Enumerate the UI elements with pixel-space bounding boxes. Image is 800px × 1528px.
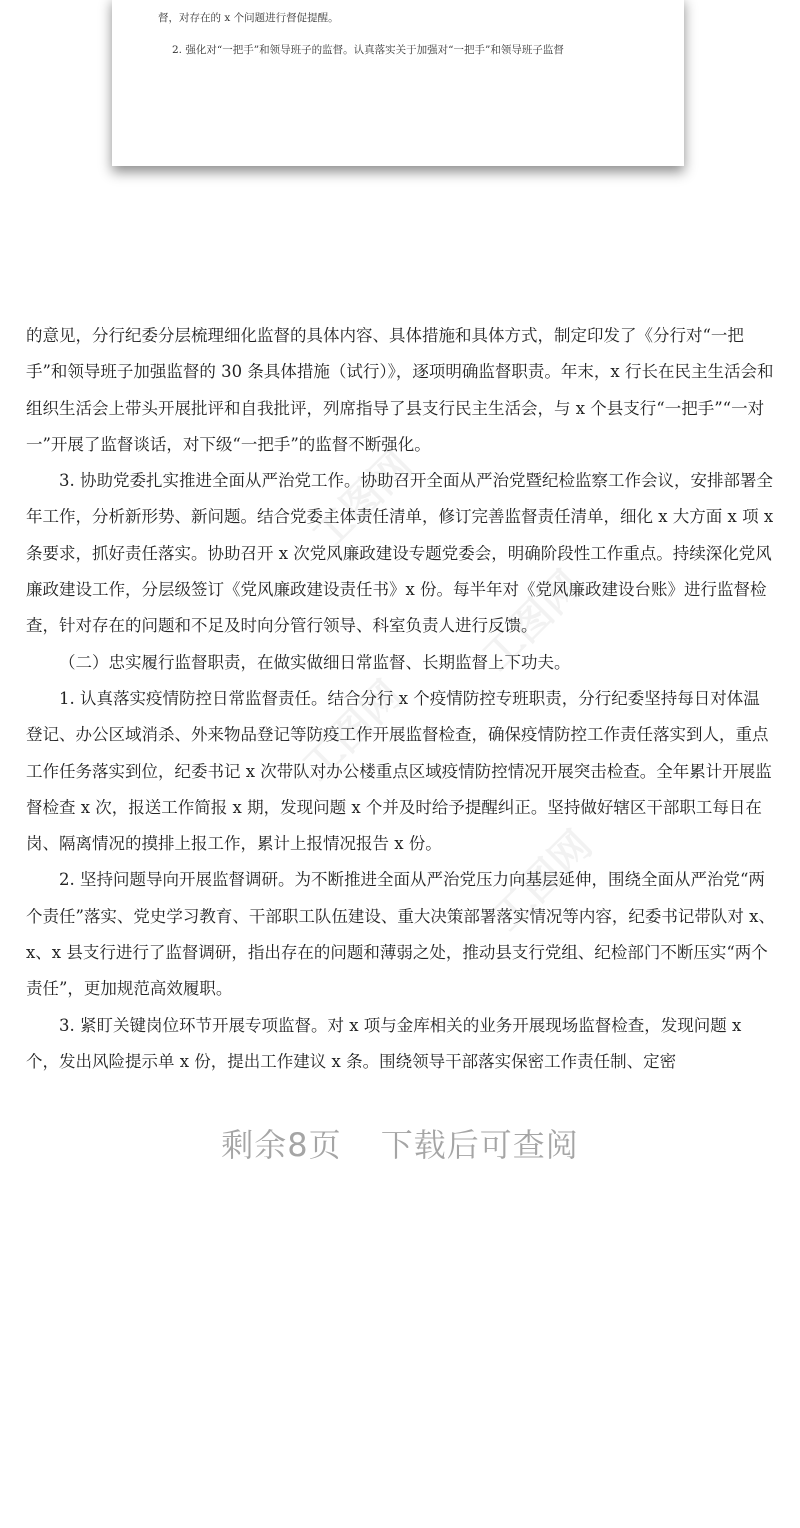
- card-text-line: 督，对存在的 x 个问题进行督促提醒。: [158, 12, 339, 24]
- preview-page-card: [112, 0, 684, 166]
- watermark: 工图网: [293, 672, 412, 790]
- watermark: 工图网: [483, 822, 602, 940]
- paragraph: 3. 紧盯关键岗位环节开展专项监督。对 x 项与金库相关的业务开展现场监督检查，发现问题 x 个，发出风险提示单 x 份，提出工作建议 x 条。围绕领导干部落实保密工作责任制、定密: [26, 1015, 742, 1071]
- card-text-line: 2. 强化对“一把手”和领导班子的监督。认真落实关于加强对“一把手”和领导班子监督: [172, 44, 564, 56]
- download-to-view-label: 下载后可查阅: [380, 1126, 579, 1164]
- watermark: 工图网: [473, 562, 592, 680]
- download-prompt[interactable]: [0, 1120, 800, 1166]
- watermark: 工图网: [303, 442, 422, 560]
- section-heading: （二）忠实履行监督职责，在做实做细日常监督、长期监督上下功夫。: [59, 652, 571, 672]
- paragraph: 2. 坚持问题导向开展监督调研。为不断推进全面从严治党压力向基层延伸，围绕全面从严治党“两个责任”落实、党史学习教育、干部职工队伍建设、重大决策部署落实情况等内容，纪委书记带队对 x、x、x 县支行进行了监督调研，指出存在的问题和薄弱之处，推动县支行党组、纪检部门不断压实“两个责任”，更加规范高效履职。: [26, 870, 775, 999]
- remaining-pages-label: 剩余8页: [221, 1126, 342, 1164]
- paragraph: 3. 协助党委扎实推进全面从严治党工作。协助召开全面从严治党暨纪检监察工作会议，安排部署全年工作，分析新形势、新问题。结合党委主体责任清单，修订完善监督责任清单，细化 x 大方面 x 项 x 条要求，抓好责任落实。协助召开 x 次党风廉政建设专题党委会，明确阶段性工作重点。持续深化党风廉政建设工作，分层级签订《党风廉政建设责任书》x 份。每半年对《党风廉政建设台账》进行监督检查，针对存在的问题和不足及时向分管行领导、科室负责人进行反馈。: [26, 471, 774, 636]
- paragraph: 的意见，分行纪委分层梳理细化监督的具体内容、具体措施和具体方式，制定印发了《分行对“一把手”和领导班子加强监督的 30 条具体措施（试行）》，逐项明确监督职责。年末，x 行长在民主生活会和组织生活会上带头开展批评和自我批评，列席指导了县支行民主生活会，与 x 个县支行“一把手”“一对一”开展了监督谈话，对下级“一把手”的监督不断强化。: [26, 326, 774, 454]
- document-body: [26, 318, 776, 1080]
- paragraph: 1. 认真落实疫情防控日常监督责任。结合分行 x 个疫情防控专班职责，分行纪委坚持每日对体温登记、办公区域消杀、外来物品登记等防疫工作开展监督检查，确保疫情防控工作责任落实到人，重点工作任务落实到位，纪委书记 x 次带队对办公楼重点区域疫情防控情况开展突击检查。全年累计开展监督检查 x 次，报送工作简报 x 期，发现问题 x 个并及时给予提醒纠正。坚持做好辖区干部职工每日在岗、隔离情况的摸排上报工作，累计上报情况报告 x 份。: [26, 688, 772, 854]
